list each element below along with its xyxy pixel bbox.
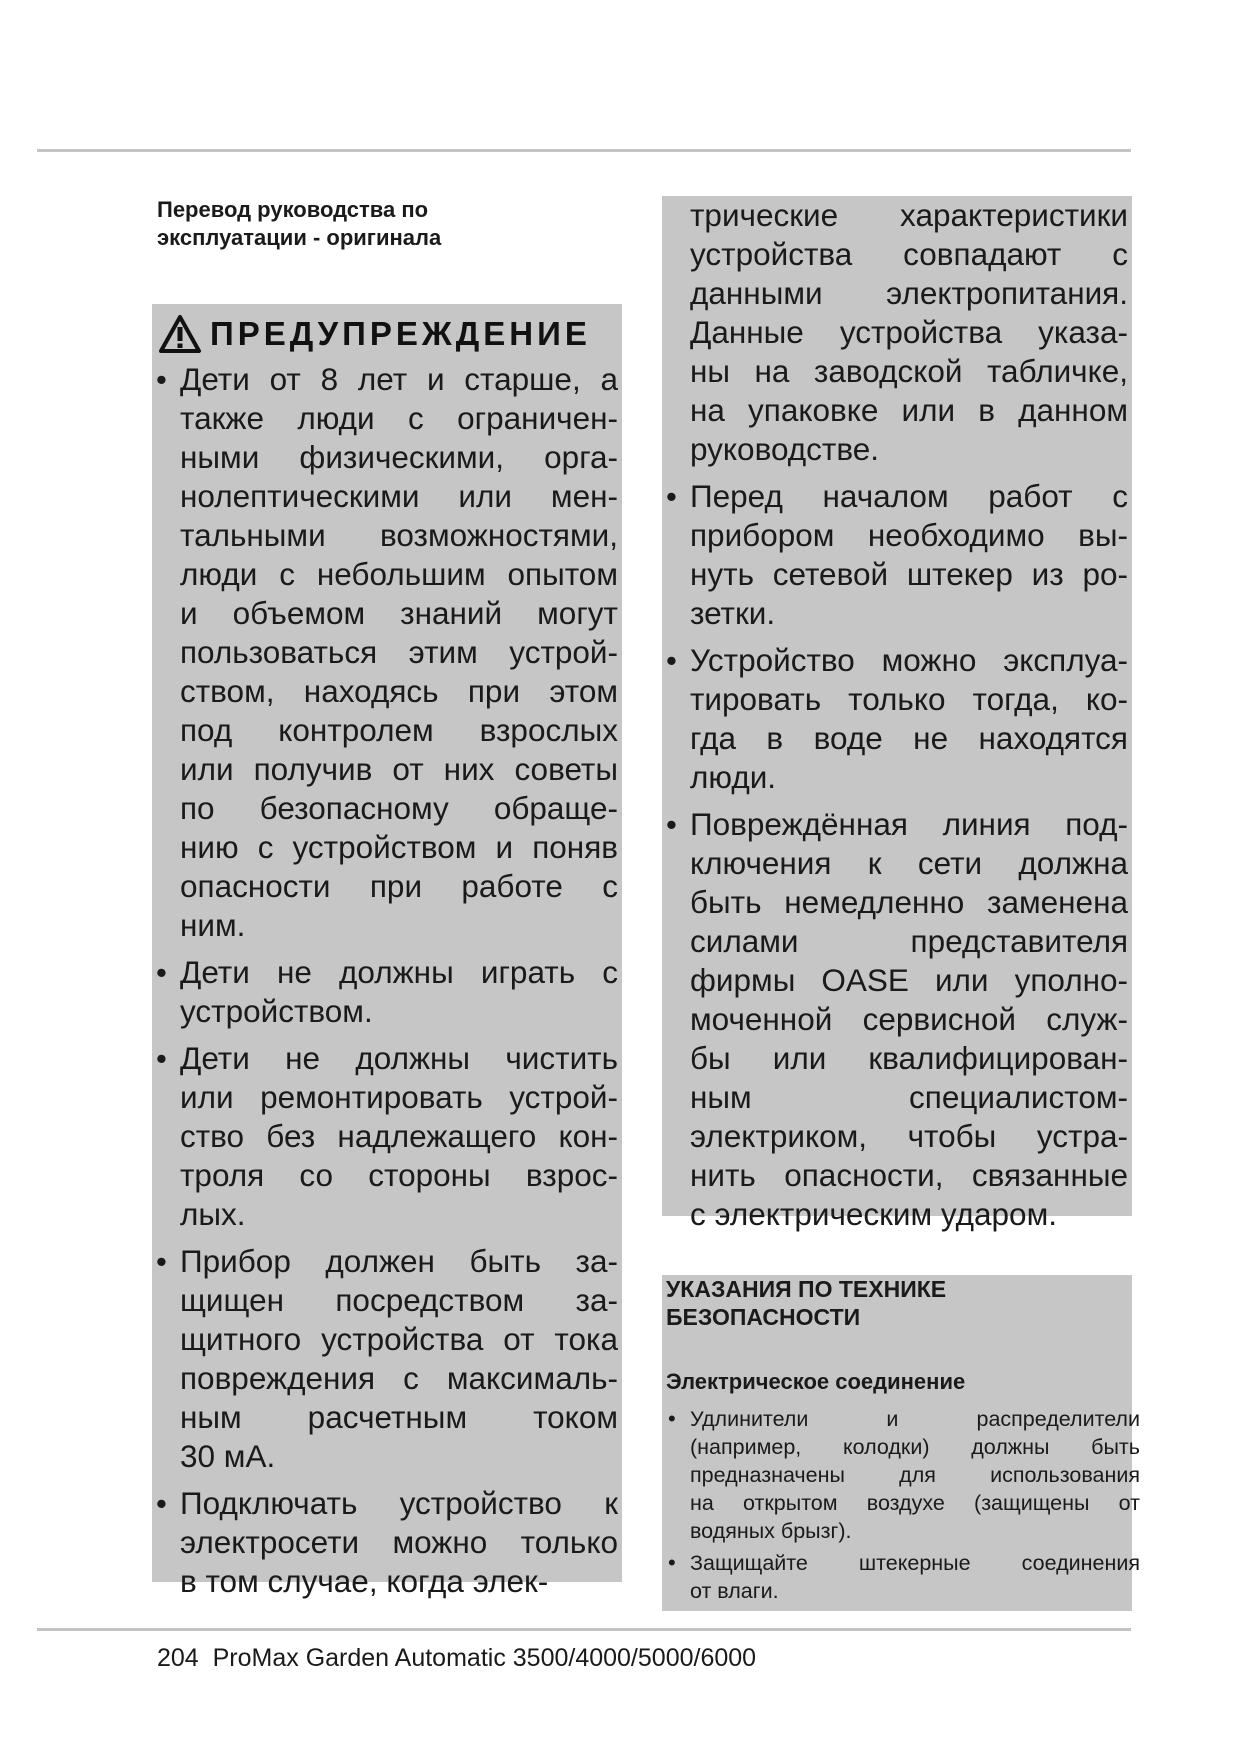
bottom-rule (37, 1628, 1131, 1631)
text-line: трические характеристики (690, 197, 1128, 233)
text-line: на открытом воздухе (защищены от (690, 1491, 1140, 1515)
document-title-line-2: эксплуатации - оригинала (157, 225, 442, 250)
text-line: по безопасному обраще- (180, 790, 618, 826)
text-line: • Устройство можно эксплуа- (690, 642, 1128, 678)
text-line: нолептическими или мен- (180, 478, 618, 514)
text-line: люди. (690, 759, 777, 795)
warning-triangle-icon (158, 314, 202, 354)
text-line: силами представителя (690, 923, 1128, 959)
text-line: быть немедленно заменена (690, 884, 1128, 920)
text-line: люди с небольшим опытом (180, 556, 618, 592)
text-line: данными электропитания. (690, 275, 1128, 311)
text-line: • Подключать устройство к (180, 1485, 618, 1521)
text-line: фирмы OASE или уполно- (690, 962, 1128, 998)
text-line: ным специалистом- (690, 1079, 1128, 1115)
text-line: ключения к сети должна (690, 845, 1128, 881)
top-rule (37, 149, 1131, 152)
safety-title-line-1: УКАЗАНИЯ ПО ТЕХНИКЕ (666, 1276, 947, 1302)
product-name: ProMax Garden Automatic 3500/4000/5000/6000 (212, 1644, 757, 1672)
text-line: • Дети не должны чистить (180, 1040, 618, 1076)
warning-heading-text: ПРЕДУПРЕЖДЕНИЕ (210, 315, 591, 352)
warning-heading (158, 314, 591, 354)
warning-list (152, 360, 622, 1601)
text-line: бы или квалифицирован- (690, 1040, 1128, 1076)
text-line: от влаги. (690, 1579, 779, 1603)
text-line: пользоваться этим устрой- (180, 634, 618, 670)
text-line: предназначены для использования (690, 1463, 1140, 1487)
text-line: гда в воде не находятся (690, 720, 1128, 756)
text-line: и объемом знаний могут (180, 595, 618, 631)
text-line: в том случае, когда элек- (180, 1563, 549, 1599)
text-line: также люди с ограничен- (180, 400, 618, 436)
text-line: Данные устройства указа- (690, 314, 1128, 350)
page-number: 204 (157, 1644, 199, 1672)
safety-title-line-2: БЕЗОПАСНОСТИ (666, 1304, 861, 1330)
text-line: ством, находясь при этом (180, 673, 618, 709)
text-line: • Дети не должны играть с (180, 954, 618, 990)
text-line: • Дети от 8 лет и старше, а (180, 361, 618, 397)
document-title-line-1: Перевод руководства по (157, 197, 429, 222)
text-line: • Повреждённая линия под- (690, 806, 1128, 842)
document-title (157, 196, 617, 252)
text-line: 30 мА. (180, 1438, 276, 1474)
warning-list-continued (662, 196, 1132, 1234)
text-line: руководстве. (690, 431, 879, 467)
text-line: зетки. (690, 595, 776, 631)
list-item-continued (662, 196, 1132, 469)
text-line: под контролем взрослых (180, 712, 618, 748)
text-line: • Защищайте штекерные соединения (690, 1551, 1140, 1575)
list-item (662, 641, 1132, 797)
text-line: с электрическим ударом. (690, 1196, 1057, 1232)
list-item (152, 1484, 622, 1601)
text-line: щитного устройства от тока (180, 1321, 618, 1357)
text-line: нуть сетевой штекер из ро- (690, 556, 1128, 592)
text-line: электросети можно только (180, 1524, 618, 1560)
list-item (662, 1549, 1140, 1605)
text-line: устройством. (180, 993, 373, 1029)
text-line: повреждения с максималь- (180, 1360, 618, 1396)
page-footer (157, 1644, 756, 1673)
list-item (152, 1039, 622, 1234)
text-line: или получив от них советы (180, 751, 618, 787)
text-line: моченной сервисной служ- (690, 1001, 1128, 1037)
text-line: ны на заводской табличке, (690, 353, 1128, 389)
list-item (152, 1242, 622, 1476)
text-line: опасности при работе с (180, 868, 618, 904)
list-item (152, 360, 622, 945)
text-line: тальными возможностями, (180, 517, 618, 553)
electrical-connection-subtitle: Электрическое соединение (666, 1369, 966, 1394)
safety-section (662, 1275, 1140, 1611)
text-line: ными физическими, орга- (180, 439, 618, 475)
text-line: троля со стороны взрос- (180, 1157, 618, 1193)
safety-list (662, 1405, 1140, 1605)
text-line: устройства совпадают с (690, 236, 1128, 272)
text-line: (например, колодки) должны быть (690, 1435, 1140, 1459)
text-line: нить опасности, связанные (690, 1157, 1128, 1193)
text-line: ным расчетным током (180, 1399, 618, 1435)
text-line: лых. (180, 1196, 246, 1232)
text-line: ство без надлежащего кон- (180, 1118, 618, 1154)
text-line: на упаковке или в данном (690, 392, 1128, 428)
text-line: прибором необходимо вы- (690, 517, 1128, 553)
text-line: ним. (180, 907, 246, 943)
safety-title (666, 1275, 946, 1331)
list-item (662, 477, 1132, 633)
text-line: нию с устройством и поняв (180, 829, 618, 865)
warning-box (152, 304, 622, 1599)
warning-box-continued (662, 196, 1132, 1232)
text-line: электриком, чтобы устра- (690, 1118, 1128, 1154)
text-line: • Прибор должен быть за- (180, 1243, 618, 1279)
list-item (152, 953, 622, 1031)
text-line: • Удлинители и распределители (690, 1407, 1140, 1431)
text-line: щищен посредством за- (180, 1282, 618, 1318)
text-line: водяных брызг). (690, 1519, 852, 1543)
text-line: тировать только тогда, ко- (690, 681, 1128, 717)
list-item (662, 805, 1132, 1234)
text-line: или ремонтировать устрой- (180, 1079, 618, 1115)
list-item (662, 1405, 1140, 1545)
text-line: • Перед началом работ с (690, 478, 1128, 514)
